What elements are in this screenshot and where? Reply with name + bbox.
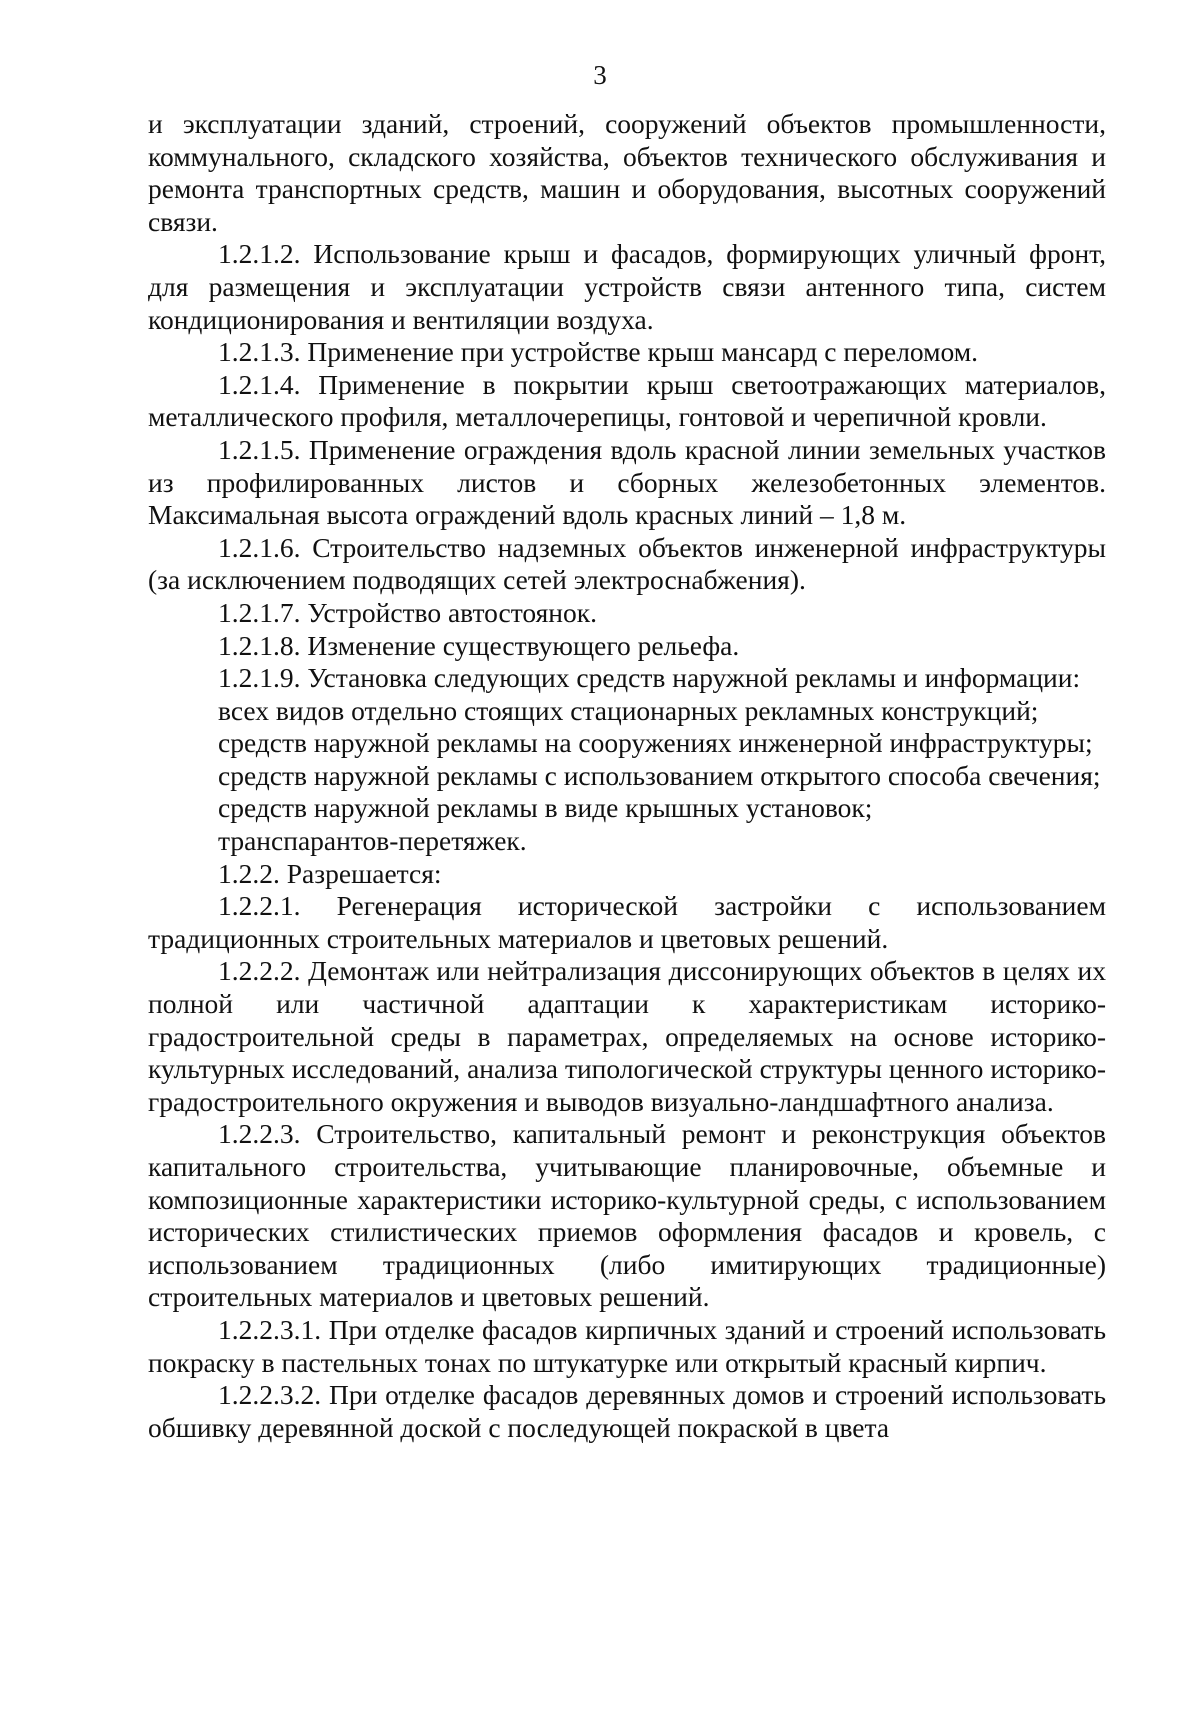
clause-1-2-2-1: 1.2.2.1. Регенерация исторической застройки с использованием традиционных строительных материалов и цветовых решений. — [148, 890, 1106, 954]
advertising-list-item: средств наружной рекламы в виде крышных установок; — [218, 792, 873, 824]
advertising-list-item: транспарантов-перетяжек. — [218, 825, 527, 857]
advertising-list-item: средств наружной рекламы с использованием открытого способа свечения; — [218, 759, 1101, 791]
document-body — [148, 108, 1106, 1444]
clause-1-2-2-3-1: 1.2.2.3.1. При отделке фасадов кирпичных зданий и строений использовать покраску в пастельных тонах по штукатурке или открытый красный кирпич. — [148, 1313, 1106, 1378]
clause-1-2-1-3: 1.2.1.3. Применение при устройстве крыш мансард с переломом. — [218, 336, 979, 368]
clause-1-2-1-5: 1.2.1.5. Применение ограждения вдоль красной линии земельных участков из профилированных листов и сборных железобетонных элементов. Максимальная высота ограждений вдоль красных линий – 1,8 м. — [148, 433, 1106, 531]
clause-1-2-1-8: 1.2.1.8. Изменение существующего рельефа. — [218, 629, 740, 661]
page-number: 3 — [593, 60, 607, 90]
clause-1-2-1-2: 1.2.1.2. Использование крыш и фасадов, формирующих уличный фронт, для размещения и эксплуатации устройств связи антенного типа, систем кондиционирования и вентиляции воздуха. — [148, 238, 1106, 335]
section-1-2-2-heading: 1.2.2. Разрешается: — [218, 857, 442, 889]
clause-1-2-2-3-2: 1.2.2.3.2. При отделке фасадов деревянных домов и строений использовать обшивку деревянной доской с последующей покраской в цвета — [148, 1379, 1106, 1443]
clause-1-2-1-7: 1.2.1.7. Устройство автостоянок. — [218, 596, 597, 628]
clause-1-2-2-3: 1.2.2.3. Строительство, капитальный ремонт и реконструкция объектов капитального строительства, учитывающие планировочные, объемные и композиционные характеристики историко-культурной среды, с использованием исторических стилистических приемов оформления фасадов и кровель, с использованием традиционных (либо имитирующих традиционные) строительных материалов и цветовых решений. — [148, 1118, 1106, 1313]
clause-1-2-1-9: 1.2.1.9. Установка следующих средств наружной рекламы и информации: — [218, 662, 1081, 694]
clause-1-2-1-6: 1.2.1.6. Строительство надземных объектов инженерной инфраструктуры (за исключением подводящих сетей электроснабжения). — [148, 531, 1106, 596]
paragraph-continuation: и эксплуатации зданий, строений, сооружений объектов промышленности, коммунального, складского хозяйства, объектов технического обслуживания и ремонта транспортных средств, машин и оборудования, высотных сооружений связи. — [148, 108, 1106, 237]
advertising-list-item: всех видов отдельно стоящих стационарных рекламных конструкций; — [218, 694, 1039, 726]
clause-1-2-2-2: 1.2.2.2. Демонтаж или нейтрализация диссонирующих объектов в целях их полной или частичной адаптации к характеристикам историко-градостроительной среды в параметрах, определяемых на основе историко-культурных исследований, анализа типологической структуры ценного историко-градостроительного окружения и выводов визуально-ландшафтного анализа. — [148, 955, 1106, 1117]
clause-1-2-1-4: 1.2.1.4. Применение в покрытии крыш светоотражающих материалов, металлического профиля, металлочерепицы, гонтовой и черепичной кровли. — [148, 368, 1106, 433]
advertising-list-item: средств наружной рекламы на сооружениях инженерной инфраструктуры; — [218, 727, 1093, 759]
